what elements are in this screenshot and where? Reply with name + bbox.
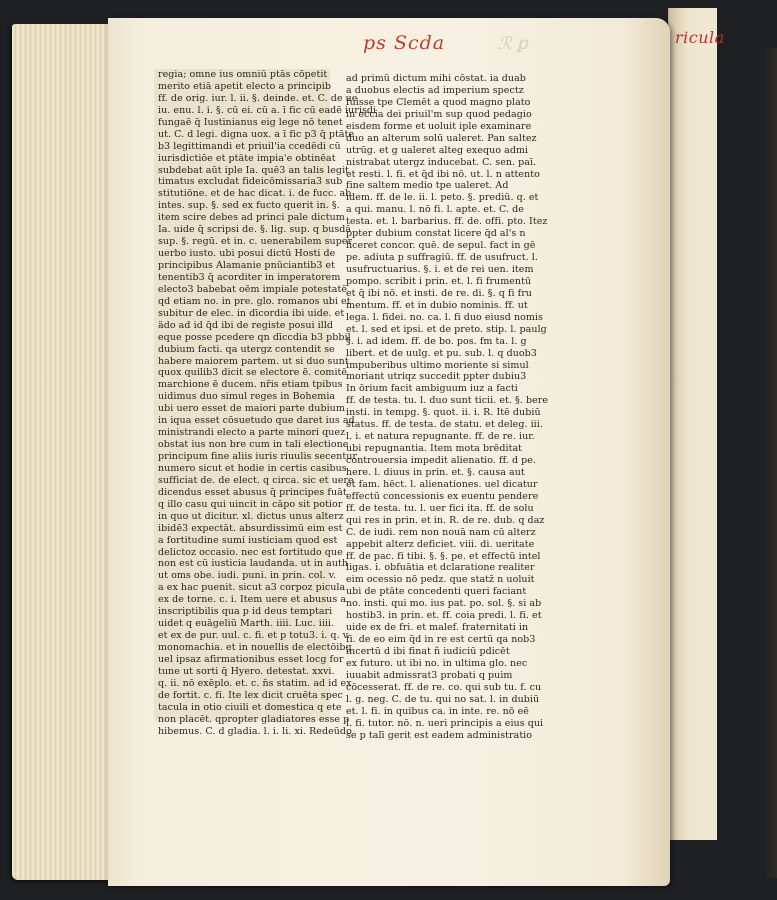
text-line: marchione ē ducem. nr̄is etiam tpibus [158, 379, 343, 391]
text-line: status. ff. de testa. de statu. et deleg. iii. [346, 419, 543, 431]
text-line: et. l. sed et ipsi. et de preto. stip. l. paulg [346, 323, 547, 335]
text-line: in iqua esset cōsuetudo que daret ius ad [158, 415, 355, 427]
text-line: libert. et de uulg. et pu. sub. l. q duob3 [346, 347, 537, 359]
text-line: ex futuro. ut ibi no. in ultima glo. nec [346, 657, 528, 669]
text-line: ädo ad id q̄d ibi de registe posui illd [158, 319, 334, 331]
text-line: l. i. et natura repugnante. ff. de re. iur. [346, 431, 535, 443]
text-line: utrūg. et g ualeret alteg exequo admi [346, 144, 529, 156]
text-line: q. ii. nō exēplo. et. c. n̄s statim. ad id ex [158, 677, 352, 689]
text-line: principibus Alamanie pnūciantib3 et [158, 260, 336, 271]
text-line: quox quilib3 dicit se electore ē. comitē [158, 367, 348, 379]
text-line: pe. adiuta p suffragiū. ff. de usufruct. l. [346, 252, 538, 264]
text-line: non est cū iusticia laudanda. ut in auth [158, 558, 349, 570]
text-line: de fortit. c. fi. Ite lex dicit cruēta spec [158, 689, 343, 701]
text-line: se p talī gerit est eadem administratio [346, 729, 533, 741]
text-line: l. fi. tutor. nō. n. ueri principis a eius qui [346, 717, 544, 729]
text-line: here. l. diuus in prin. et. §. causa aut [346, 466, 525, 478]
text-line: qd etiam no. in pre. glo. romanos ubi et [158, 295, 351, 307]
text-line: a qui. manu. l. nō fi. l. apte. et. C. de [346, 204, 524, 216]
text-line: ubi de ptāte concedenti queri faciant [346, 586, 527, 598]
page-curve-shadow [763, 48, 777, 878]
text-line: appebit alterz deficiet. viii. di. ueritate [346, 538, 535, 550]
text-line: a duobus electis ad imperium spectz [346, 84, 524, 96]
text-line: hostib3. in prin. et. ff. coia predi. l. fi. et [346, 610, 542, 622]
text-line: ut oms obe. iudi. puni. in prin. col. v. [158, 570, 337, 582]
next-page-edge [668, 8, 725, 840]
text-line: tune ut sorti q̄ Hyero. detestat. xxvi. [158, 665, 335, 677]
text-line: ministrandi electo a parte minori quez [158, 427, 346, 439]
text-line: ff. de orig. iur. l. ii. §. deinde. et. C. de ue [158, 92, 358, 104]
text-line: hibemus. C. d gladia. l. i. li. xi. Redeūdo [158, 725, 352, 737]
text-line: fuisse tpe Clemēt a quod magno plato [346, 96, 531, 108]
text-line: item scire debes ad princi pale dictum [158, 212, 345, 224]
text-line: fi. de eo eim q̄d in re est certū qa nob3 [346, 634, 536, 646]
text-line: a fortitudine sumi iusticiam quod est [158, 534, 338, 546]
text-line: fungaē q̄ Iustinianus eig lege nō tenet [158, 116, 343, 128]
text-line: insti. in tempg. §. quot. ii. i. R. Itē dubiū [346, 407, 541, 419]
text-line: tenentib3 q̄ acorditer in imperatorem [158, 271, 341, 283]
text-line: testa. et. l. barbarius. ff. de. offi. pto. Itez [346, 216, 548, 228]
text-line: §. i. ad idem. ff. de bo. pos. fm ta. l. g [346, 335, 527, 347]
text-line: iu. enu. l. i. §. cū ei. cū a. ī fic cū eadē iurisdi [158, 104, 377, 116]
left-text-column [154, 69, 377, 737]
text-line: ibidē3 expectāt. absurdissimū eim est [158, 522, 343, 534]
text-line: monomachia. et in nouellis de electōibg [158, 642, 352, 653]
text-line: uerbo iusto. ubi posui dictū Hosti de [158, 248, 336, 260]
text-line: electo3 babebat oēm impiale potestatē [158, 283, 348, 295]
text-line: obstat ius non bre cum in tali electione [158, 439, 349, 451]
text-line: intes. sup. §. sed ex fucto querit in. §. [158, 200, 340, 212]
text-line: ff. de testa. tu. l. uer fici ita. ff. de solu [346, 502, 534, 514]
text-line: Ia. uide q̄ scripsi de. §. lig. sup. q busdā [158, 224, 352, 236]
text-line: stitutiōne. et de hac dicat. i. de fucc. ab [158, 188, 352, 200]
page-rubric: ps Scda [363, 32, 446, 54]
text-line: et resti. l. fi. et q̄d ibi nō. ut. l. n attento [346, 168, 540, 180]
rubric-bleedthrough: ℛ ꝑ [498, 34, 528, 54]
text-line: subdebat aūt iple Ia. quē3 an talis legit [158, 164, 350, 176]
text-line: principum fine aliis iuris riuulis secentur [158, 451, 357, 462]
text-line: uide ex de fri. et malef. fraternitati in [346, 622, 529, 634]
text-line: pompo. scribit i prin. et. l. fi frumentū [346, 275, 532, 287]
text-line: duo an alterum solū ualeret. Pan saltez [346, 132, 537, 144]
text-line: cōcesserat. ff. de re. co. qui sub tu. f. cu [346, 681, 542, 693]
text-line: in quo ut dicitur. xl. dictus unus alterz [158, 510, 344, 522]
text-line: inscriptibilis qua p id deus temptari [158, 606, 333, 618]
text-line: iurisdictiōe et ptāte impia'e obtinēat [158, 152, 336, 164]
text-line: idem. ff. de le. ii. l. peto. §. prediū. q. et [346, 192, 539, 204]
text-line: mentum. ff. et in dubio nominis. ff. ut [346, 299, 528, 311]
text-line: ut. C. d legi. digna uox. a ī fic p3 q̄ ptāte [158, 128, 355, 140]
text-line: delictoz occasio. nec est fortitudo que [158, 546, 343, 558]
text-line: incertū d ibi finat ñ iudiciū pdicēt [346, 646, 510, 657]
text-line: usufructuarius. §. i. et de rei uen. item [346, 264, 534, 275]
text-line: ligas. i. obfuātia et dclaratione realiter [346, 562, 535, 574]
text-line: q illo casu qui uincit in cāpo sit potior [158, 498, 343, 510]
text-line: uidimus duo simul reges in Bohemia [158, 391, 336, 403]
text-line: sufficiat de. de elect. q circa. sic et uere [158, 474, 354, 486]
text-line: l. g. neg. C. de tu. qui no sat. l. in dubiū [346, 693, 540, 705]
next-page-rubric: ricula [675, 28, 725, 47]
text-line: ex de torne. c. i. Item uere et abusus a [158, 594, 347, 606]
text-line: ubi repugnantia. Item mota brēditat [346, 443, 523, 455]
text-line: dicendus esset abusus q̄ principes fuāt [158, 486, 347, 498]
text-line: ff. de testa. tu. l. duo sunt ticii. et. §. bere [346, 395, 549, 407]
text-line: impuberibus ultimo moriente si simul [346, 359, 529, 371]
text-line: a ex hac puenit. sicut a3 corpoz picula [158, 582, 346, 594]
text-line: ff. de pac. fi tibi. §. §. pe. et effectū intel [346, 550, 541, 562]
text-line: numero sicut et hodie in certis casibus [158, 462, 347, 474]
text-line: eisdem forme et uoluit iple examinare [346, 120, 532, 132]
text-line: lega. l. fidei. no. ca. l. fi duo eiusd nomis [346, 311, 543, 323]
text-line: eque posse pcedere qn dīccdia b3 pbbil [158, 331, 351, 343]
text-line: tacula in otio ciuili et domestica q ete [158, 701, 342, 713]
text-line: ad primū dictum mihi cōstat. ia duab [346, 73, 526, 84]
text-line: uel ipsaz afirmationibus esset locg for [158, 653, 344, 665]
text-line: fine saltem medio tpe ualeret. Ad [346, 180, 509, 192]
text-line: regia; omne ius omniū ptās cōpetit [158, 69, 328, 80]
text-line: non placēt. qpropter gladiatores esse p [158, 713, 350, 725]
text-line: habere maiorem partem. ut si duo sunt [158, 355, 349, 367]
text-line: ubi uero esset de maiori parte dubium [158, 403, 345, 415]
text-line: timatus excludat fideicōmissaria3 sub [158, 176, 343, 188]
text-line: subitur de elec. in dīcordia ibi uide. et [158, 307, 345, 319]
text-line: uidet q euāgeliū Marth. iiii. Luc. iiii. [158, 618, 335, 630]
text-line: controuersia impedit alienatio. ff. d pe. [346, 455, 537, 466]
text-line: iuuabit admissrat3 probati q puim [346, 669, 513, 681]
text-line: C. de iudi. rem non nouā nam cū alterz [346, 526, 536, 538]
text-line: qui res in prin. et in. R. de re. dub. q daz [346, 514, 545, 526]
text-line: et fam. hēct. l. alienationes. uel dicatur [346, 478, 538, 490]
text-line: et ex de pur. uul. c. fi. et p totu3. i. q. v. [158, 630, 351, 642]
text-line: b3 legittimandi et priuil'ia ccedēdi cū [158, 140, 341, 152]
text-line: effectū concessionis ex euentu pendere [346, 490, 539, 502]
text-line: merito etiā apetit electo a principib [158, 80, 332, 92]
text-line: eim ocessio nō pedz. que statz̄ n uoluit [346, 574, 535, 586]
text-line: in eccia dei priuil'm sup quod pedagio [346, 108, 532, 120]
text-line: no. insti. qui mo. ius pat. po. sol. §. si ab [346, 598, 542, 610]
text-line: ppter dubium constat licere q̄d al's n [346, 228, 526, 240]
right-text-column [346, 73, 549, 741]
text-line: In ōrium facit ambiguum iuz a facti [346, 383, 518, 395]
text-line: nistrabat utergz inducebat. C. sen. paī. [346, 156, 537, 168]
text-line: et. l. fi. in quibus ca. in inte. re. nō eē [346, 705, 529, 717]
text-line: sup. §. regū. et in. c. uenerabilem super [158, 236, 353, 248]
text-line: moriant utriqz succedit ppter dubiu3 [346, 371, 527, 383]
text-line: dubium facti. qa utergz contendit se [158, 343, 335, 355]
text-line: liceret concor. quē. de sepul. fact in gē [346, 240, 536, 252]
text-line: et q̄ ibi nō. et insti. de re. di. §. q fi fru [346, 287, 532, 299]
